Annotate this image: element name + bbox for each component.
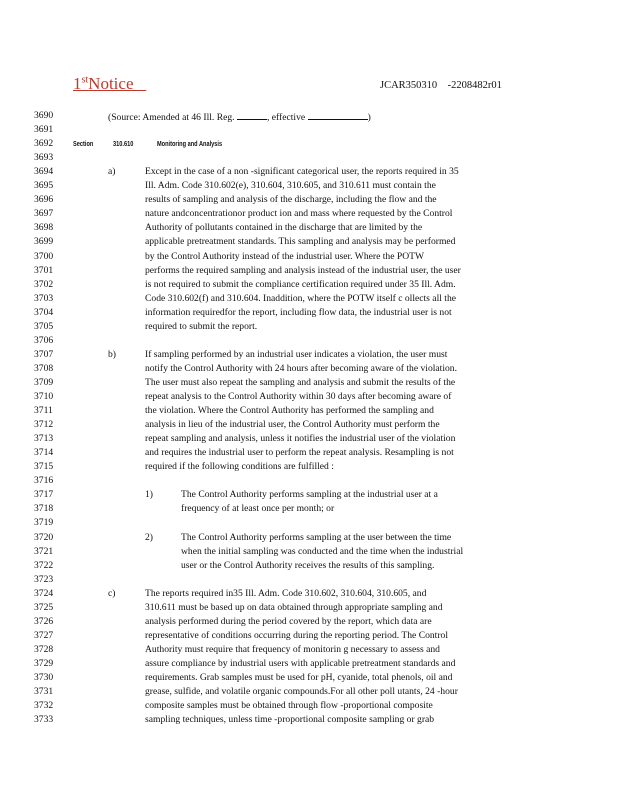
section-number: 310.610 [113,139,134,148]
subparagraph-1-text-line: frequency of at least once per month; or [181,503,335,515]
line-number: 3707 [34,348,54,360]
paragraph-a-text-line: Code 310.602(f) and 310.604. Inaddition, where the POTW itself c ollects all the [145,292,457,304]
line-number: 3708 [34,362,54,374]
line-number: 3699 [34,236,54,248]
line-number: 3723 [34,573,54,585]
line-number: 3716 [34,475,54,487]
line-number: 3732 [34,700,54,712]
line-number: 3714 [34,447,54,459]
subparagraph-2-text-line: when the initial sampling was conducted and the time when the industrial [181,545,464,557]
paragraph-c-text-line: grease, sulfide, and volatile organic compounds.For all other poll utants, 24 -hour [145,686,458,698]
line-number: 3715 [34,461,54,473]
paragraph-c-text-line: Authority must require that frequency of monitorin g necessary to assess and [145,643,440,655]
line-number: 3721 [34,545,54,557]
paragraph-c-marker: c) [108,587,116,599]
document-code: JCAR350310 -2208482r01 [380,80,502,91]
line-number: 3695 [34,180,54,192]
paragraph-a-text-line: Ill. Adm. Code 310.602(e), 310.604, 310.605, and 310.611 must contain the [145,180,436,192]
notice-superscript: st [81,74,89,86]
line-number: 3720 [34,531,54,543]
paragraph-a-text-line: results of sampling and analysis of the discharge, including the flow and the [145,194,437,206]
line-number: 3725 [34,601,54,613]
paragraph-c-text-line: sampling techniques, unless time -proportional composite sampling or grab [145,714,435,726]
line-number: 3711 [34,405,53,417]
paragraph-a-text-line: performs the required sampling and analysis instead of the industrial user, the user [145,264,461,276]
line-number: 3728 [34,643,54,655]
line-number: 3733 [34,714,54,726]
paragraph-a-text-line: is not required to submit the compliance certification required under 35 Ill. Adm. [145,278,456,290]
source-mid: , effective [266,112,306,123]
paragraph-b-text-line: The user must also repeat the sampling and analysis and submit the results of the [145,376,456,388]
line-number: 3730 [34,672,54,683]
line-number: 3693 [34,152,54,164]
source-end: ) [367,112,371,123]
line-number: 3702 [34,278,54,290]
subparagraph-2-marker: 2) [145,531,153,543]
line-number: 3705 [34,320,54,332]
line-number: 3719 [34,517,54,529]
line-number: 3703 [34,292,54,304]
section-label: Section [73,139,94,148]
paragraph-b-text-line: repeat analysis to the Control Authority within 30 days after becoming aware of [145,391,452,402]
line-number: 3696 [34,194,54,206]
paragraph-b-text-line: and requires the industrial user to perform the repeat analysis. Resampling is not [145,447,454,459]
subparagraph-1-text-line: The Control Authority performs sampling at the industrial user at a [181,489,438,501]
line-number: 3694 [34,166,54,178]
paragraph-b-text-line: analysis in lieu of the industrial user, the Control Authority must perform the [145,419,440,431]
paragraph-b-text-line: repeat sampling and analysis, unless it notifies the industrial user of the violation [145,433,456,445]
effective-blank [308,110,368,120]
line-number: 3713 [34,433,54,445]
line-number: 3722 [34,559,54,571]
line-number: 3731 [34,686,54,698]
paragraph-a-text-line: Authority of pollutants contained in the discharge that are limited by the [145,222,423,234]
subparagraph-1-marker: 1) [145,489,153,501]
line-number: 3701 [34,264,54,276]
subparagraph-2-text-line: The Control Authority performs sampling at the user between the time [181,531,452,543]
subparagraph-2-text-line: user or the Control Authority receives the results of this sampling. [181,559,435,571]
paragraph-a-text-line: by the Control Authority instead of the industrial user. Where the POTW [145,250,425,262]
line-number: 3729 [34,657,54,669]
line-number: 3706 [34,334,54,346]
paragraph-c-text-line: requirements. Grab samples must be used for pH, cyanide, total phenols, oil and [145,672,453,683]
paragraph-c-text-line: representative of conditions occurring during the reporting period. The Control [145,629,449,641]
paragraph-a-text-line: nature andconcentrationor product ion and mass where requested by the Control [145,208,453,220]
paragraph-b-text-line: If sampling performed by an industrial user indicates a violation, the user must [145,348,448,360]
reg-blank [237,110,267,120]
paragraph-a-text-line: Except in the case of a non -significant categorical user, the reports required in 35 [145,166,459,178]
line-number: 3712 [34,419,54,431]
paragraph-b-text-line: required if the following conditions are fulfilled : [145,461,334,473]
source-prefix: (Source: Amended at 46 Ill. Reg. [108,112,235,123]
line-number: 3726 [34,615,54,627]
paragraph-c-text-line: assure compliance by industrial users with applicable pretreatment standards and [145,657,456,669]
paragraph-c-text-line: 310.611 must be based up on data obtained through appropriate sampling and [145,601,443,613]
line-number: 3692 [34,138,54,150]
line-number: 3700 [34,250,54,262]
line-number: 3727 [34,629,54,641]
line-number: 3704 [34,306,54,318]
notice-number: 1 [73,74,82,93]
paragraph-b-text-line: the violation. Where the Control Authority has performed the sampling and [145,405,434,417]
notice-heading [73,74,146,94]
paragraph-a-text-line: required to submit the report. [145,320,258,332]
line-number: 3718 [34,503,54,515]
paragraph-b-marker: b) [108,348,116,360]
paragraph-a-text-line: applicable pretreatment standards. This sampling and analysis may be performed [145,236,456,248]
section-title: Monitoring and Analysis [157,139,223,148]
paragraph-c-text-line: analysis performed during the period covered by the report, which data are [145,615,432,627]
paragraph-a-marker: a) [108,166,116,178]
source-note [108,110,371,123]
line-number: 3724 [34,587,54,599]
notice-word: Notice [88,74,134,93]
line-number: 3717 [34,489,54,501]
line-number: 3709 [34,376,54,388]
paragraph-a-text-line: information requiredfor the report, including flow data, the industrial user is not [145,306,452,318]
line-number: 3697 [34,208,54,220]
paragraph-b-text-line: notify the Control Authority with 24 hours after becoming aware of the violation. [145,362,457,374]
line-number: 3710 [34,391,54,402]
paragraph-c-text-line: The reports required in35 Ill. Adm. Code 310.602, 310.604, 310.605, and [145,587,427,599]
line-number: 3691 [34,124,54,136]
line-number: 3690 [34,110,54,121]
paragraph-c-text-line: composite samples must be obtained through flow -proportional composite [145,700,433,712]
line-number: 3698 [34,222,54,234]
